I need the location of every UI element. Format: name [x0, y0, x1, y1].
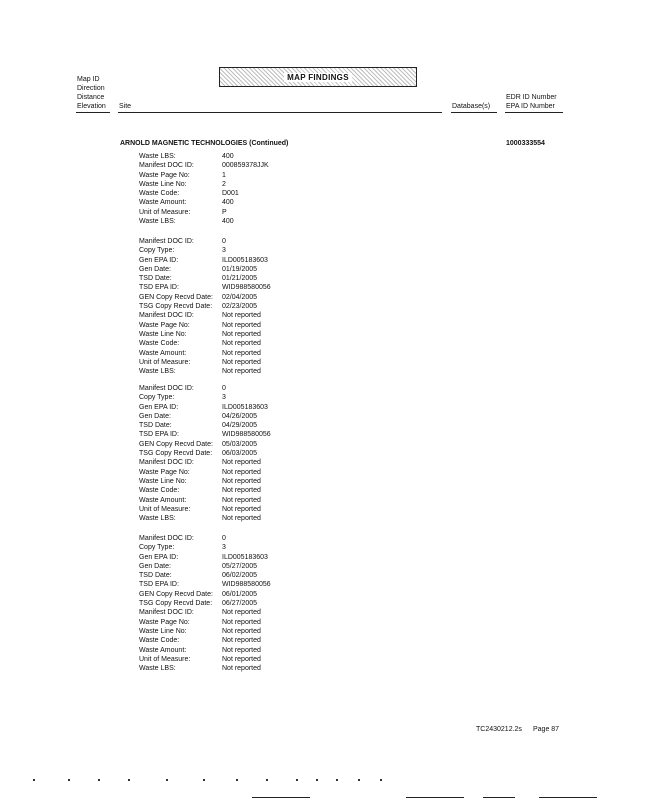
- field-label: Manifest DOC ID:: [139, 385, 194, 392]
- record-row: [139, 367, 271, 376]
- record-row: [139, 393, 271, 402]
- record-row: [139, 283, 271, 292]
- footer-doc-id: TC2430212.2s: [476, 726, 522, 733]
- field-label: Copy Type:: [139, 544, 175, 552]
- field-label: Gen EPA ID:: [139, 553, 179, 561]
- field-value: Not reported: [222, 496, 261, 504]
- field-value: Not reported: [222, 505, 261, 513]
- record-row: [139, 571, 271, 580]
- field-value: 06/01/2005: [222, 590, 258, 598]
- scan-dot: [316, 779, 318, 781]
- field-value: 3: [222, 544, 226, 552]
- field-value: ILD005183603: [222, 403, 268, 411]
- field-value: P: [222, 208, 227, 216]
- field-label: GEN Copy Recvd Date:: [139, 293, 213, 301]
- field-value: Not reported: [222, 627, 261, 635]
- section-id: 1000333554: [506, 140, 545, 147]
- field-value: Not reported: [222, 618, 261, 626]
- record-row: [139, 256, 271, 265]
- field-value: 0: [222, 238, 226, 245]
- header-left-labels: [77, 75, 106, 111]
- field-label: TSD Date:: [139, 422, 172, 430]
- field-label: Gen EPA ID:: [139, 256, 179, 264]
- footer-page-number: Page 87: [533, 726, 560, 733]
- field-value: Not reported: [222, 609, 261, 617]
- field-value: 3: [222, 247, 226, 255]
- field-value: 06/02/2005: [222, 572, 258, 580]
- field-value: WID988580056: [222, 431, 271, 439]
- record-row: [139, 590, 271, 599]
- field-label: TSD EPA ID:: [139, 284, 179, 292]
- epa-id-label: EPA ID Number: [506, 103, 555, 110]
- record-row: [139, 171, 269, 180]
- record-row: [139, 311, 271, 320]
- record-row: [139, 468, 271, 477]
- field-label: Waste Page No:: [139, 468, 190, 476]
- record-row: [139, 543, 271, 552]
- record-row: [139, 208, 269, 217]
- record-row: [139, 330, 271, 339]
- field-value: 400: [222, 199, 234, 207]
- database-label: Database(s): [452, 103, 491, 110]
- record-row: [139, 293, 271, 302]
- record-row: [139, 180, 269, 189]
- field-label: TSD Date:: [139, 572, 172, 580]
- record-row: [139, 440, 271, 449]
- record-row: [139, 152, 269, 161]
- field-value: 04/29/2005: [222, 422, 258, 430]
- scan-dot: [166, 779, 168, 781]
- field-value: Not reported: [222, 459, 261, 467]
- field-value: 05/03/2005: [222, 440, 258, 448]
- header-right-labels: [506, 93, 557, 111]
- field-value: 3: [222, 394, 226, 402]
- record-row: [139, 534, 271, 543]
- field-label: Copy Type:: [139, 394, 175, 402]
- field-label: Waste Page No:: [139, 171, 190, 179]
- record-row: [139, 403, 271, 412]
- field-value: Not reported: [222, 665, 261, 673]
- field-value: Not reported: [222, 515, 261, 523]
- field-label: Waste Line No:: [139, 180, 187, 188]
- record-row: [139, 265, 271, 274]
- field-label: Waste Code:: [139, 340, 180, 348]
- field-label: Copy Type:: [139, 247, 175, 255]
- record-row: [139, 505, 271, 514]
- site-label: Site: [119, 103, 132, 110]
- field-label: Gen Date:: [139, 412, 171, 420]
- scan-dot: [128, 779, 130, 781]
- field-label: Waste Code:: [139, 487, 180, 495]
- record-row: [139, 599, 271, 608]
- record-row: [139, 627, 271, 636]
- field-label: Unit of Measure:: [139, 505, 191, 513]
- field-label: Manifest DOC ID:: [139, 238, 194, 245]
- field-label: Manifest DOC ID:: [139, 609, 194, 617]
- record-row: [139, 237, 271, 246]
- record-row: [139, 618, 271, 627]
- field-value: WID988580056: [222, 284, 271, 292]
- field-value: WID988580056: [222, 581, 271, 589]
- field-label: Waste LBS:: [139, 368, 176, 376]
- header-rule: [451, 112, 497, 113]
- field-value: 000859378JJK: [222, 162, 269, 170]
- record-row: [139, 514, 271, 523]
- field-label: Waste Amount:: [139, 199, 187, 207]
- scan-line: [406, 797, 464, 798]
- field-label: GEN Copy Recvd Date:: [139, 590, 213, 598]
- header-rule: [505, 112, 563, 113]
- field-value: 02/23/2005: [222, 303, 258, 311]
- record-row: [139, 636, 271, 645]
- scan-dot: [380, 779, 382, 781]
- field-value: ILD005183603: [222, 553, 268, 561]
- field-value: 02/04/2005: [222, 293, 258, 301]
- field-value: Not reported: [222, 358, 261, 366]
- field-value: 400: [222, 218, 234, 226]
- record-row: [139, 580, 271, 589]
- scan-dot: [98, 779, 100, 781]
- field-label: TSG Copy Recvd Date:: [139, 303, 213, 311]
- edr-id-label: EDR ID Number: [506, 94, 557, 101]
- field-label: TSD Date:: [139, 275, 172, 283]
- record-row: [139, 553, 271, 562]
- scan-dot: [203, 779, 205, 781]
- record-row: [139, 430, 271, 439]
- field-label: Waste Code:: [139, 190, 180, 198]
- field-value: 2: [222, 180, 226, 188]
- record-row: [139, 246, 271, 255]
- field-label: Waste Line No:: [139, 477, 187, 485]
- field-value: Not reported: [222, 368, 261, 376]
- record-row: [139, 189, 269, 198]
- direction-label: Direction: [77, 85, 105, 92]
- scan-dot: [358, 779, 360, 781]
- field-label: TSG Copy Recvd Date:: [139, 450, 213, 458]
- field-value: Not reported: [222, 655, 261, 663]
- field-label: TSD EPA ID:: [139, 581, 179, 589]
- record-row: [139, 608, 271, 617]
- map-findings-text: MAP FINDINGS: [284, 73, 352, 82]
- field-label: Gen Date:: [139, 265, 171, 273]
- field-value: 05/27/2005: [222, 562, 258, 570]
- field-value: 0: [222, 535, 226, 542]
- record-row: [139, 302, 271, 311]
- record-row: [139, 321, 271, 330]
- field-label: GEN Copy Recvd Date:: [139, 440, 213, 448]
- field-value: ILD005183603: [222, 256, 268, 264]
- scan-line: [539, 797, 597, 798]
- field-label: Waste Page No:: [139, 618, 190, 626]
- record-row: [139, 198, 269, 207]
- scan-dot: [296, 779, 298, 781]
- field-label: Manifest DOC ID:: [139, 535, 194, 542]
- record-row: [139, 458, 271, 467]
- field-label: Unit of Measure:: [139, 208, 191, 216]
- record-row: [139, 384, 271, 393]
- field-label: Manifest DOC ID:: [139, 162, 194, 170]
- field-value: Not reported: [222, 487, 261, 495]
- field-value: 06/03/2005: [222, 450, 258, 458]
- field-label: Manifest DOC ID:: [139, 312, 194, 320]
- field-label: Unit of Measure:: [139, 655, 191, 663]
- record-row: [139, 349, 271, 358]
- field-label: TSD EPA ID:: [139, 431, 179, 439]
- field-value: Not reported: [222, 646, 261, 654]
- field-value: Not reported: [222, 340, 261, 348]
- record-row: [139, 421, 271, 430]
- scan-dot: [236, 779, 238, 781]
- record-row: [139, 412, 271, 421]
- scan-line: [483, 797, 515, 798]
- record-row: [139, 161, 269, 170]
- field-value: D001: [222, 190, 239, 198]
- scan-dot: [33, 779, 35, 781]
- field-value: Not reported: [222, 637, 261, 645]
- field-value: Not reported: [222, 477, 261, 485]
- field-label: Waste LBS:: [139, 218, 176, 226]
- field-value: 01/21/2005: [222, 275, 258, 283]
- field-label: Waste Page No:: [139, 321, 190, 329]
- record-block: [139, 237, 271, 376]
- scan-dot: [266, 779, 268, 781]
- header-rule: [76, 112, 110, 113]
- field-value: 04/26/2005: [222, 412, 258, 420]
- record-block: [139, 152, 269, 226]
- map-id-label: Map ID: [77, 76, 100, 83]
- record-row: [139, 562, 271, 571]
- field-label: Manifest DOC ID:: [139, 459, 194, 467]
- field-value: 06/27/2005: [222, 600, 258, 608]
- header-rule: [118, 112, 442, 113]
- record-row: [139, 477, 271, 486]
- field-value: 0: [222, 385, 226, 392]
- field-label: Waste LBS:: [139, 515, 176, 523]
- field-label: Waste LBS:: [139, 153, 176, 160]
- field-label: Gen EPA ID:: [139, 403, 179, 411]
- scan-dot: [68, 779, 70, 781]
- record-block: [139, 384, 271, 523]
- field-value: 01/19/2005: [222, 265, 258, 273]
- record-row: [139, 358, 271, 367]
- record-row: [139, 664, 271, 673]
- record-row: [139, 339, 271, 348]
- record-row: [139, 646, 271, 655]
- record-block: [139, 534, 271, 673]
- field-value: Not reported: [222, 349, 261, 357]
- field-label: Waste Code:: [139, 637, 180, 645]
- field-label: Waste Amount:: [139, 646, 187, 654]
- field-value: Not reported: [222, 321, 261, 329]
- record-row: [139, 496, 271, 505]
- field-label: Waste LBS:: [139, 665, 176, 673]
- field-label: Waste Line No:: [139, 330, 187, 338]
- map-findings-badge: [219, 67, 417, 87]
- record-row: [139, 486, 271, 495]
- section-title: ARNOLD MAGNETIC TECHNOLOGIES (Continued): [120, 140, 289, 147]
- field-label: Waste Line No:: [139, 627, 187, 635]
- scan-line: [252, 797, 310, 798]
- scan-dot: [336, 779, 338, 781]
- field-label: Waste Amount:: [139, 349, 187, 357]
- record-row: [139, 449, 271, 458]
- elevation-label: Elevation: [77, 103, 106, 110]
- field-value: 400: [222, 153, 234, 160]
- field-label: Waste Amount:: [139, 496, 187, 504]
- field-label: TSG Copy Recvd Date:: [139, 600, 213, 608]
- field-value: 1: [222, 171, 226, 179]
- record-row: [139, 217, 269, 226]
- field-label: Gen Date:: [139, 562, 171, 570]
- field-label: Unit of Measure:: [139, 358, 191, 366]
- field-value: Not reported: [222, 312, 261, 320]
- distance-label: Distance: [77, 94, 105, 101]
- record-row: [139, 274, 271, 283]
- record-row: [139, 655, 271, 664]
- field-value: Not reported: [222, 330, 261, 338]
- field-value: Not reported: [222, 468, 261, 476]
